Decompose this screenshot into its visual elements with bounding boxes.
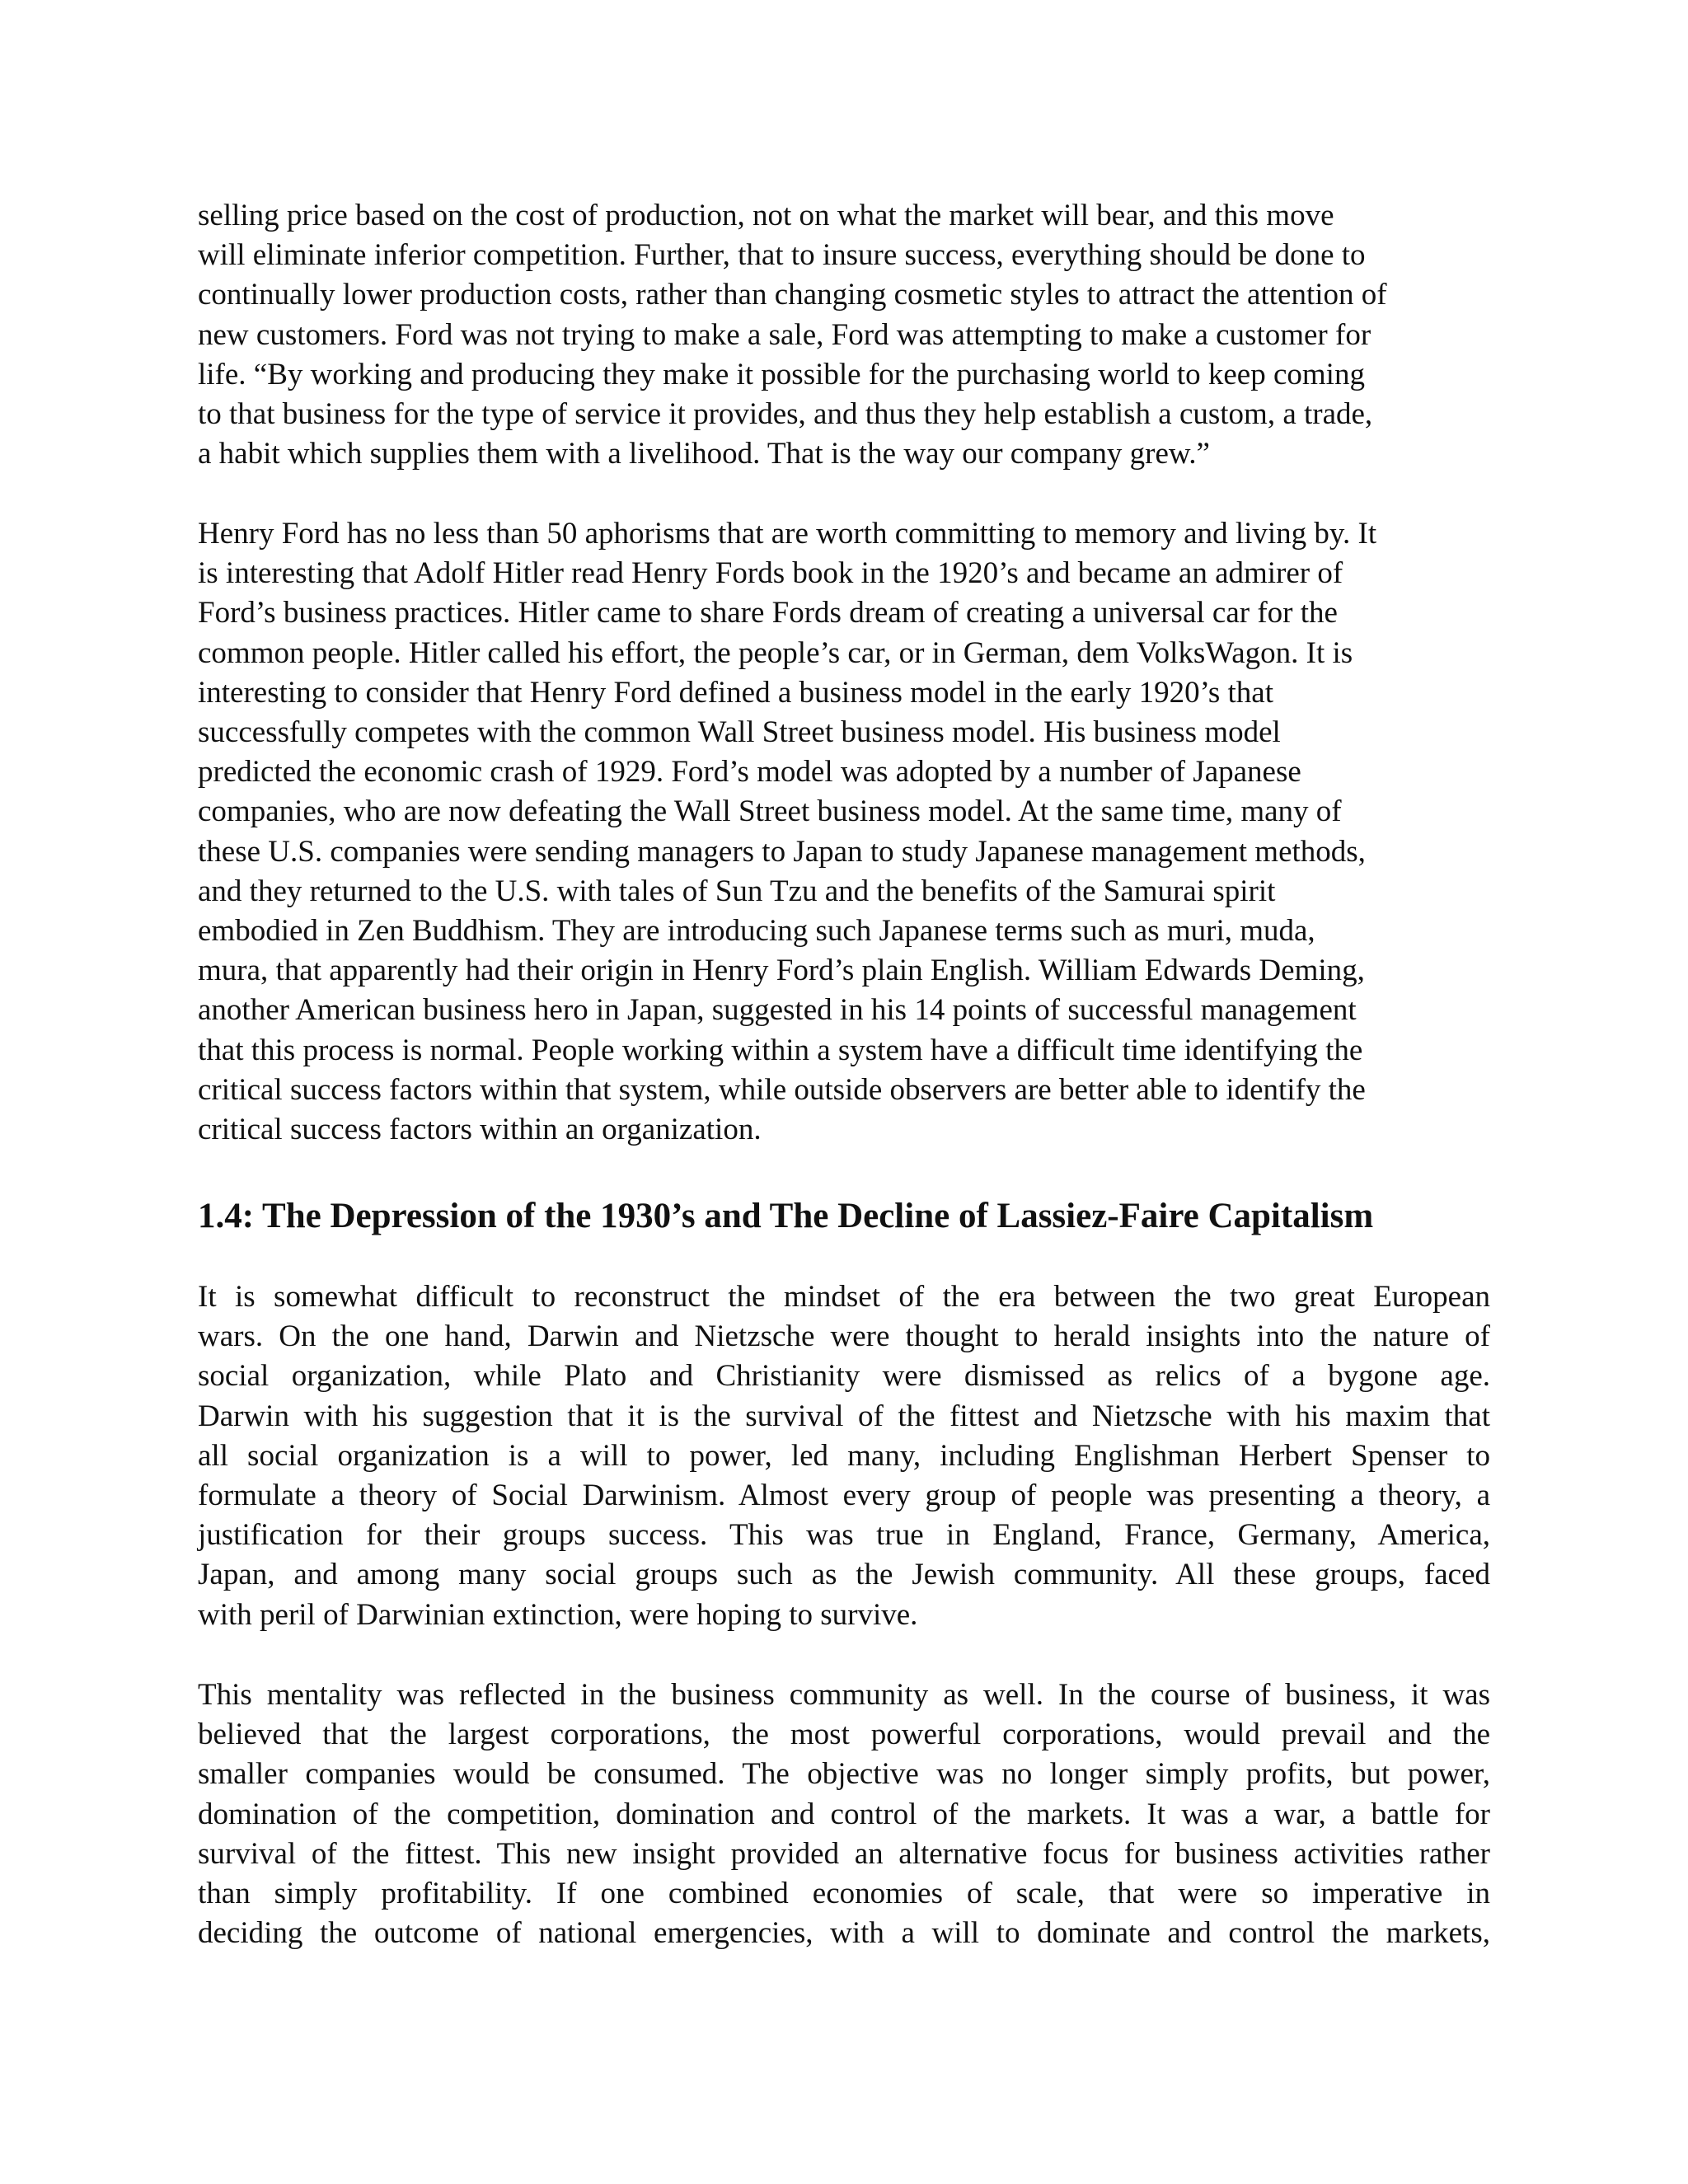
paragraph-ford-aphorisms bbox=[198, 514, 1490, 1150]
text-line: interesting to consider that Henry Ford defined a business model in the early 1920’s that bbox=[198, 675, 1273, 710]
text-line: Japan, and among many social groups such as the Jewish community. All these groups, faced bbox=[198, 1558, 1490, 1592]
text-line: is interesting that Adolf Hitler read Henry Fords book in the 1920’s and became an admirer of bbox=[198, 556, 1343, 591]
paragraph-business-mentality bbox=[198, 1675, 1490, 1953]
text-line: continually lower production costs, rather than changing cosmetic styles to attract the attention of bbox=[198, 278, 1387, 312]
text-line: a habit which supplies them with a livelihood. That is the way our company grew.” bbox=[198, 437, 1210, 471]
text-line: to that business for the type of service it provides, and thus they help establish a custom, a trade, bbox=[198, 397, 1373, 432]
text-line: survival of the fittest. This new insight provided an alternative focus for business activities rather bbox=[198, 1836, 1490, 1871]
text-line: wars. On the one hand, Darwin and Nietzsche were thought to herald insights into the nature of bbox=[198, 1319, 1490, 1354]
text-line: justification for their groups success. This was true in England, France, Germany, America, bbox=[198, 1518, 1490, 1553]
text-line: companies, who are now defeating the Wall Street business model. At the same time, many of bbox=[198, 794, 1342, 829]
text-line: believed that the largest corporations, the most powerful corporations, would prevail and the bbox=[198, 1718, 1490, 1752]
text-line: embodied in Zen Buddhism. They are introducing such Japanese terms such as muri, muda, bbox=[198, 914, 1315, 949]
text-line: mura, that apparently had their origin in Henry Ford’s plain English. William Edwards Deming, bbox=[198, 954, 1365, 988]
text-line: formulate a theory of Social Darwinism. Almost every group of people was presenting a theory, a bbox=[198, 1479, 1490, 1513]
text-line: smaller companies would be consumed. The objective was no longer simply profits, but power, bbox=[198, 1757, 1490, 1792]
text-line: life. “By working and producing they make it possible for the purchasing world to keep coming bbox=[198, 357, 1365, 391]
text-line: another American business hero in Japan, suggested in his 14 points of successful management bbox=[198, 993, 1357, 1028]
text-line: with peril of Darwinian extinction, were hoping to survive. bbox=[198, 1597, 918, 1632]
text-line: selling price based on the cost of production, not on what the market will bear, and this move bbox=[198, 199, 1334, 232]
text-line: domination of the competition, domination and control of the markets. It was a war, a battle for bbox=[198, 1797, 1490, 1831]
text-line: will eliminate inferior competition. Further, that to insure success, everything should be done to bbox=[198, 238, 1366, 273]
text-line: new customers. Ford was not trying to make a sale, Ford was attempting to make a customer for bbox=[198, 317, 1372, 352]
text-line: than simply profitability. If one combined economies of scale, that were so imperative in bbox=[198, 1877, 1490, 1911]
text-line: Ford’s business practices. Hitler came to share Fords dream of creating a universal car for the bbox=[198, 596, 1338, 630]
text-line: successfully competes with the common Wall Street business model. His business model bbox=[198, 715, 1281, 750]
paragraph-ford-pricing bbox=[198, 196, 1490, 474]
paragraph-interwar-mindset bbox=[198, 1277, 1490, 1635]
text-line: critical success factors within an organization. bbox=[198, 1113, 762, 1147]
text-line: that this process is normal. People working within a system have a difficult time identifying the bbox=[198, 1033, 1363, 1067]
text-line: and they returned to the U.S. with tales of Sun Tzu and the benefits of the Samurai spirit bbox=[198, 874, 1276, 908]
text-line: critical success factors within that system, while outside observers are better able to identify the bbox=[198, 1072, 1366, 1107]
text-line: predicted the economic crash of 1929. Ford’s model was adopted by a number of Japanese bbox=[198, 755, 1301, 790]
text-line: social organization, while Plato and Christianity were dismissed as relics of a bygone age. bbox=[198, 1359, 1490, 1394]
text-line: It is somewhat difficult to reconstruct the mindset of the era between the two great European bbox=[198, 1280, 1490, 1314]
text-line: Darwin with his suggestion that it is the survival of the fittest and Nietzsche with his maxim that bbox=[198, 1399, 1490, 1433]
text-line: all social organization is a will to power, led many, including Englishman Herbert Spenser to bbox=[198, 1438, 1490, 1473]
text-line: This mentality was reflected in the business community as well. In the course of business, it was bbox=[198, 1678, 1490, 1712]
section-heading: 1.4: The Depression of the 1930’s and The Decline of Lassiez-Faire Capitalism bbox=[198, 1197, 1374, 1235]
text-line: deciding the outcome of national emergencies, with a will to dominate and control the markets, bbox=[198, 1916, 1490, 1951]
text-line: these U.S. companies were sending managers to Japan to study Japanese management methods, bbox=[198, 834, 1366, 869]
text-line: Henry Ford has no less than 50 aphorisms that are worth committing to memory and living by. It bbox=[198, 517, 1377, 551]
text-line: common people. Hitler called his effort, the people’s car, or in German, dem VolksWagon. It is bbox=[198, 635, 1353, 670]
